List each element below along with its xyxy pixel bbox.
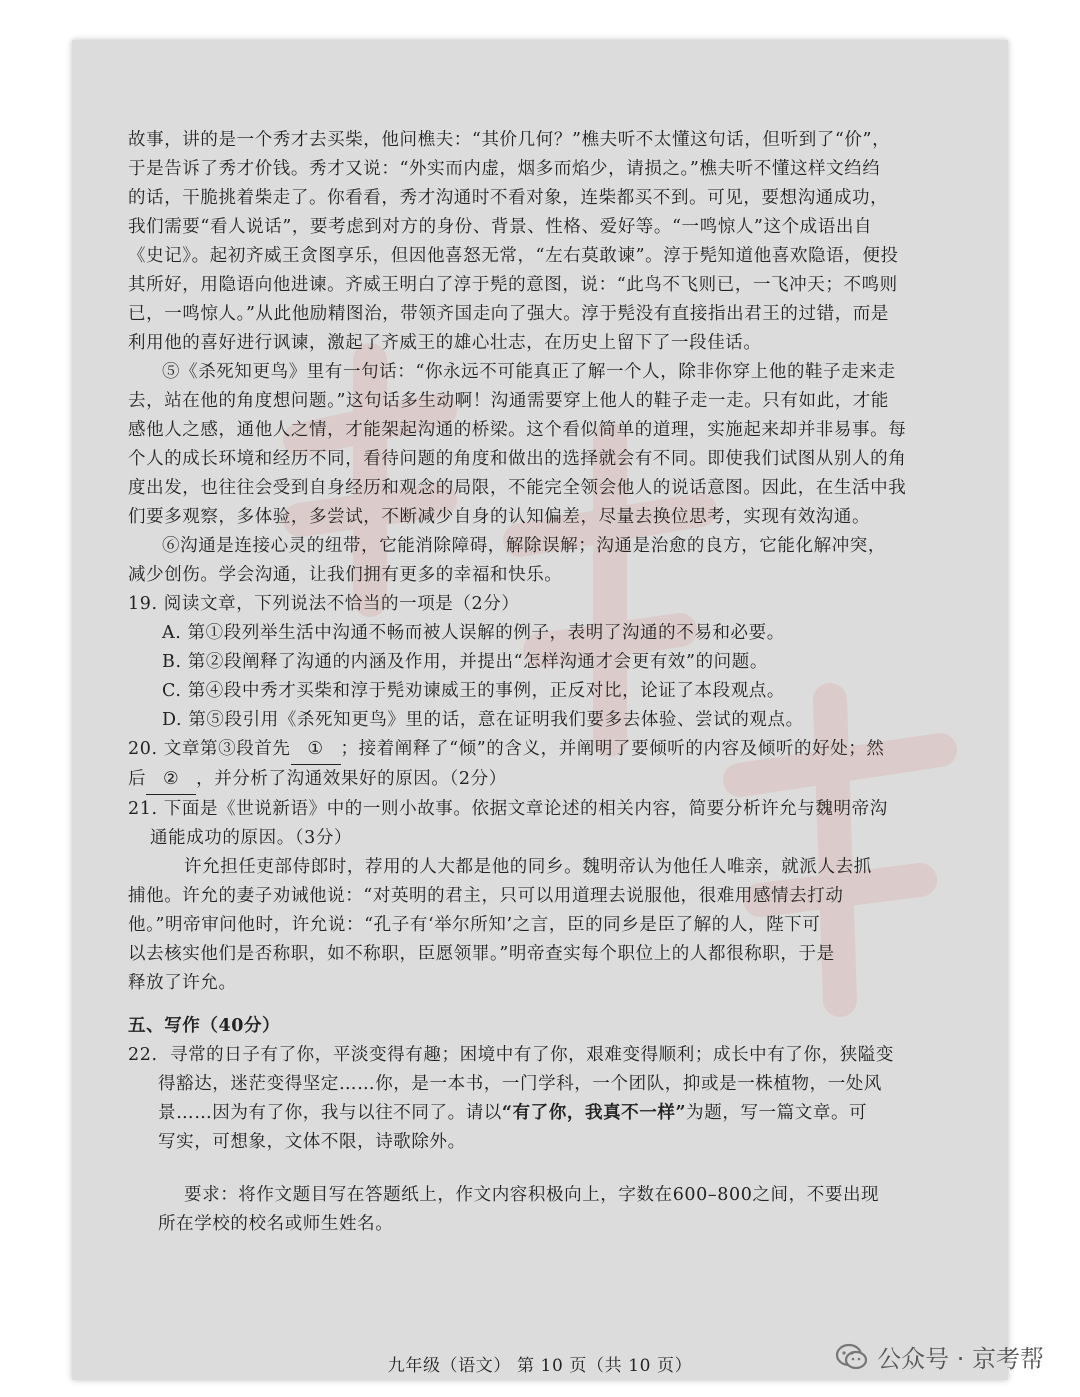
story-line: 释放了许允。 — [128, 973, 237, 993]
text-line: 的话，干脆挑着柴走了。你看看，秀才沟通时不看对象，连柴都买不到。可见，要想沟通成功， — [128, 188, 889, 208]
prompt-line: 得豁达，迷茫变得坚定……你，是一本书，一门学科，一个团队，抑或是一株植物，一处风 — [158, 1074, 882, 1094]
page-content — [128, 126, 914, 1239]
prompt-line — [128, 1041, 914, 1070]
text-line: 度出发，也往往会受到自身经历和观念的局限，不能完全领会他人的说话意图。因此，在生活中我 — [128, 478, 907, 498]
question-text: ；接着阐释了“倾”的含义，并阐明了要倾听的内容及倾听的好处；然 — [340, 739, 885, 759]
wechat-official-account-icon — [835, 1342, 869, 1372]
text-line: ⑥沟通是连接心灵的纽带，它能消除障碍，解除误解；沟通是治愈的良方，它能化解冲突， — [162, 536, 886, 556]
section-heading: 五、写作（40分） — [128, 1016, 281, 1036]
story-line: 许允担任吏部侍郎时，荐用的人大都是他的同乡。魏明帝认为他任人唯亲，就派人去抓 — [184, 857, 872, 877]
text-line: 《史记》。起初齐威王贪图享乐，但因他喜怒无常，“左右莫敢谏”。淳于髡知道他喜欢隐语，便投 — [128, 246, 899, 266]
text-line: ⑤《杀死知更鸟》里有一句话：“你永远不可能真正了解一个人，除非你穿上他的鞋子走来走 — [162, 362, 896, 382]
prompt-text: 景……因为有了你，我与以往不同了。请以 — [158, 1103, 502, 1123]
story-line: 他。”明帝审问他时，许允说：“孔子有‘举尔所知’之言，臣的同乡是臣了解的人，陛下可 — [128, 915, 821, 935]
prompt-text: 为题，写一篇文章。可 — [686, 1103, 868, 1123]
text-line: 感他人之感，通他人之情，才能架起沟通的桥梁。这个看似简单的道理，实施起来却并非易事。每 — [128, 420, 907, 440]
prompt-text: 寻常的日子有了你，平淡变得有趣；困境中有了你，艰难变得顺利；成长中有了你，狭隘变 — [169, 1045, 894, 1065]
passage-paragraph-6 — [128, 532, 914, 590]
requirement-line: 所在学校的校名或师生姓名。 — [158, 1214, 394, 1234]
choice-c: C. 第④段中秀才买柴和淳于髡劝谏威王的事例，正反对比，论证了本段观点。 — [162, 681, 785, 701]
question-stem: 19. 阅读文章，下列说法不恰当的一项是（2分） — [128, 594, 520, 614]
choice-a: A. 第①段列举生活中沟通不畅而被人误解的例子，表明了沟通的不易和必要。 — [162, 623, 785, 643]
question-21 — [128, 795, 914, 998]
essay-title: “有了你，我真不一样” — [501, 1103, 687, 1123]
question-stem — [128, 735, 914, 765]
text-line: 个人的成长环境和经历不同，看待问题的角度和做出的选择就会有不同。即使我们试图从别人的角 — [128, 449, 907, 469]
answer-blank-2: ② — [146, 765, 196, 795]
story-line: 捕他。许允的妻子劝诫他说：“对英明的君主，只可以用道理去说服他，很难用感情去打动 — [128, 886, 844, 906]
writing-section — [128, 1012, 914, 1239]
passage-paragraph-4 — [128, 126, 914, 358]
text-line: 我们需要“看人说话”，要考虑到对方的身份、背景、性格、爱好等。“一鸣惊人”这个成语出自 — [128, 217, 873, 237]
text-line: 于是告诉了秀才价钱。秀才又说：“外实而内虚，烟多而焰少，请损之。”樵夫听不懂这样文绉绉 — [128, 159, 881, 179]
question-stem: 通能成功的原因。（3分） — [150, 828, 353, 848]
text-line: 故事，讲的是一个秀才去买柴，他问樵夫：“其价几何？”樵夫听不太懂这句话，但听到了“价”， — [128, 130, 891, 150]
question-stem: 21. 下面是《世说新语》中的一则小故事。依据文章论述的相关内容，简要分析许允与魏明帝沟 — [128, 799, 888, 819]
question-19 — [128, 590, 914, 735]
requirement-line: 要求：将作文题目写在答题纸上，作文内容积极向上，字数在600–800之间，不要出现 — [184, 1185, 880, 1205]
choice-d: D. 第⑤段引用《杀死知更鸟》里的话，意在证明我们要多去体验、尝试的观点。 — [162, 710, 804, 730]
prompt-line — [128, 1099, 914, 1128]
question-stem — [128, 765, 914, 795]
question-text: 后 — [128, 769, 147, 789]
text-line: 已，一鸣惊人。”从此他励精图治，带领齐国走向了强大。淳于髡没有直接指出君王的过错，而是 — [128, 304, 889, 324]
question-20 — [128, 735, 914, 795]
choice-b: B. 第②段阐释了沟通的内涵及作用，并提出“怎样沟通才会更有效”的问题。 — [162, 652, 768, 672]
question-number: 22. — [128, 1045, 158, 1065]
prompt-line: 写实，可想象，文体不限，诗歌除外。 — [158, 1132, 466, 1152]
passage-paragraph-5 — [128, 358, 914, 532]
question-text: 20. 文章第③段首先 — [128, 739, 291, 759]
text-line: 利用他的喜好进行讽谏，激起了齐威王的雄心壮志，在历史上留下了一段佳话。 — [128, 333, 762, 353]
text-line: 去，站在他的角度想问题。”这句话多生动啊！沟通需要穿上他人的鞋子走一走。只有如此，才能 — [128, 391, 889, 411]
page-footer: 九年级（语文） 第 10 页（共 10 页） — [387, 1356, 693, 1376]
text-line: 减少创伤。学会沟通，让我们拥有更多的幸福和快乐。 — [128, 565, 563, 585]
text-line: 其所好，用隐语向他进谏。齐威王明白了淳于髡的意图，说：“此鸟不飞则已，一飞冲天；不鸣则 — [128, 275, 898, 295]
answer-blank-1: ① — [291, 735, 341, 765]
question-text: ，并分析了沟通效果好的原因。（2分） — [196, 769, 507, 789]
story-line: 以去核实他们是否称职，如不称职，臣愿领罪。”明帝查实每个职位上的人都很称职，于是 — [128, 944, 835, 964]
watermark — [835, 1339, 1044, 1374]
text-line: 们要多观察，多体验，多尝试，不断减少自身的认知偏差，尽量去换位思考，实现有效沟通。 — [128, 507, 871, 527]
watermark-text: 公众号 · 京考帮 — [877, 1345, 1044, 1373]
